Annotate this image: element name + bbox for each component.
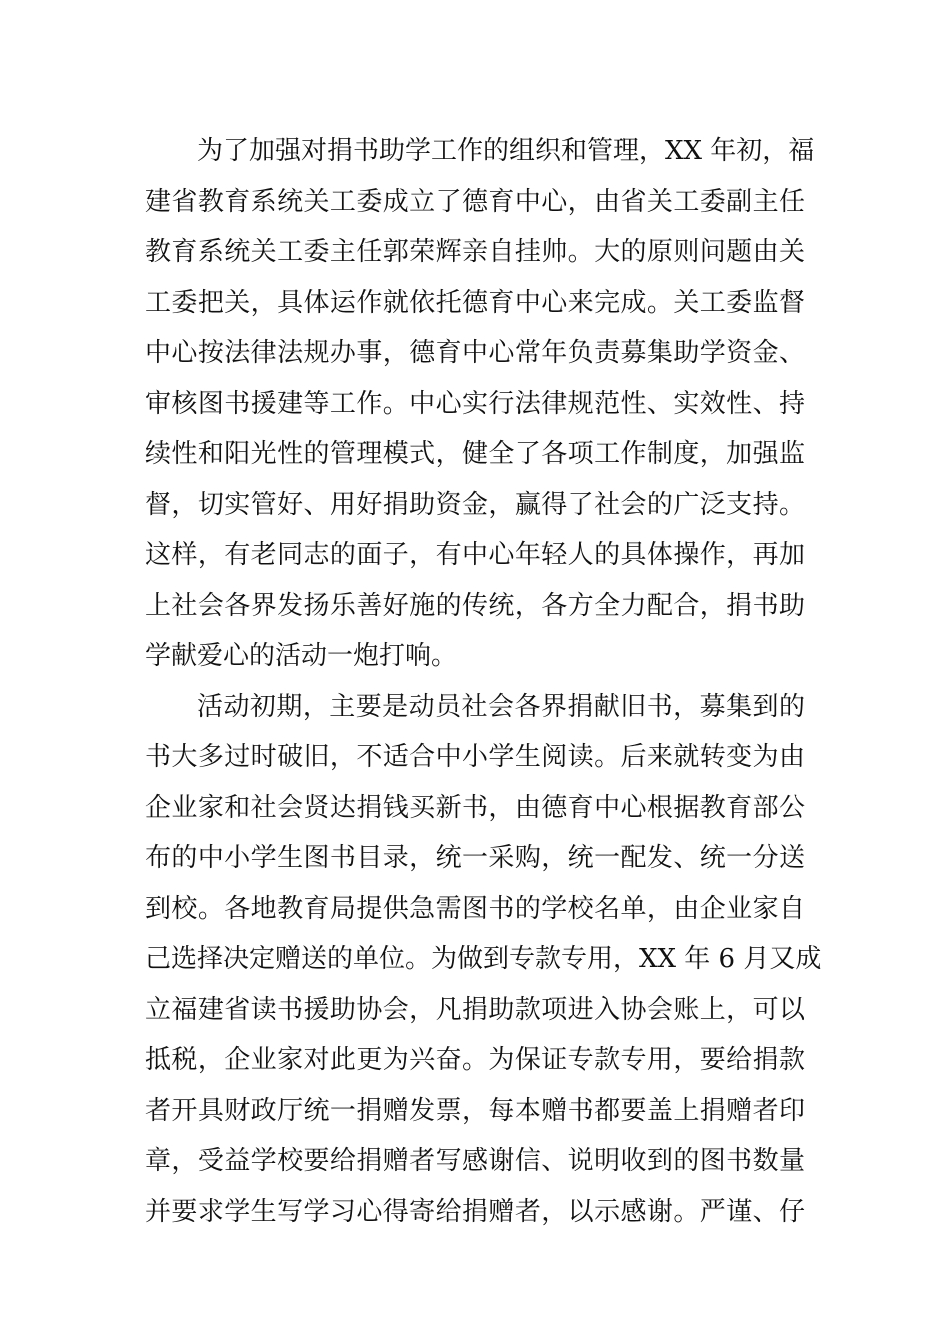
text-line: 续性和阳光性的管理模式，健全了各项工作制度，加强监 [145,439,805,469]
text-line: 中心按法律法规办事，德育中心常年负责募集助学资金、 [145,338,805,368]
text-line: 工委把关，具体运作就依托德育中心来完成。关工委监督 [145,287,805,318]
text-line: 者开具财政厅统一捐赠发票，每本赠书都要盖上捐赠者印 [145,1095,805,1126]
text-line: 为了加强对捐书助学工作的组织和管理，XX 年初，福 [197,136,815,166]
text-line: 章，受益学校要给捐赠者写感谢信、说明收到的图书数量 [145,1146,805,1176]
text-line: 立福建省读书援助协会，凡捐助款项进入协会账上，可以 [145,994,805,1025]
text-line: 学献爱心的活动一炮打响。 [145,641,458,671]
text-line: 布的中小学生图书目录，统一采购，统一配发、统一分送 [145,843,805,873]
text-line: 书大多过时破旧，不适合中小学生阅读。后来就转变为由 [145,742,805,772]
text-line: 到校。各地教育局提供急需图书的学校名单，由企业家自 [145,893,805,924]
text-line: 上社会各界发扬乐善好施的传统，各方全力配合，捐书助 [145,590,805,621]
text-line: 抵税，企业家对此更为兴奋。为保证专款专用，要给捐款 [145,1045,805,1075]
text-line: 活动初期，主要是动员社会各界捐献旧书，募集到的 [197,691,805,722]
text-line: 督，切实管好、用好捐助资金，赢得了社会的广泛支持。 [145,489,805,520]
text-line: 教育系统关工委主任郭荣辉亲自挂帅。大的原则问题由关 [145,237,805,267]
text-line: 己选择决定赠送的单位。为做到专款专用，XX 年 6 月又成 [145,944,822,974]
paragraph-1 [145,126,815,682]
paragraph-2 [145,682,822,1238]
body-text [145,126,822,1237]
text-line: 建省教育系统关工委成立了德育中心，由省关工委副主任 [145,186,805,217]
text-line: 并要求学生写学习心得寄给捐赠者，以示感谢。严谨、仔 [145,1196,805,1227]
text-line: 审核图书援建等工作。中心实行法律规范性、实效性、持 [145,388,805,419]
text-line: 这样，有老同志的面子，有中心年轻人的具体操作，再加 [145,540,805,570]
text-line: 企业家和社会贤达捐钱买新书，由德育中心根据教育部公 [145,792,805,823]
